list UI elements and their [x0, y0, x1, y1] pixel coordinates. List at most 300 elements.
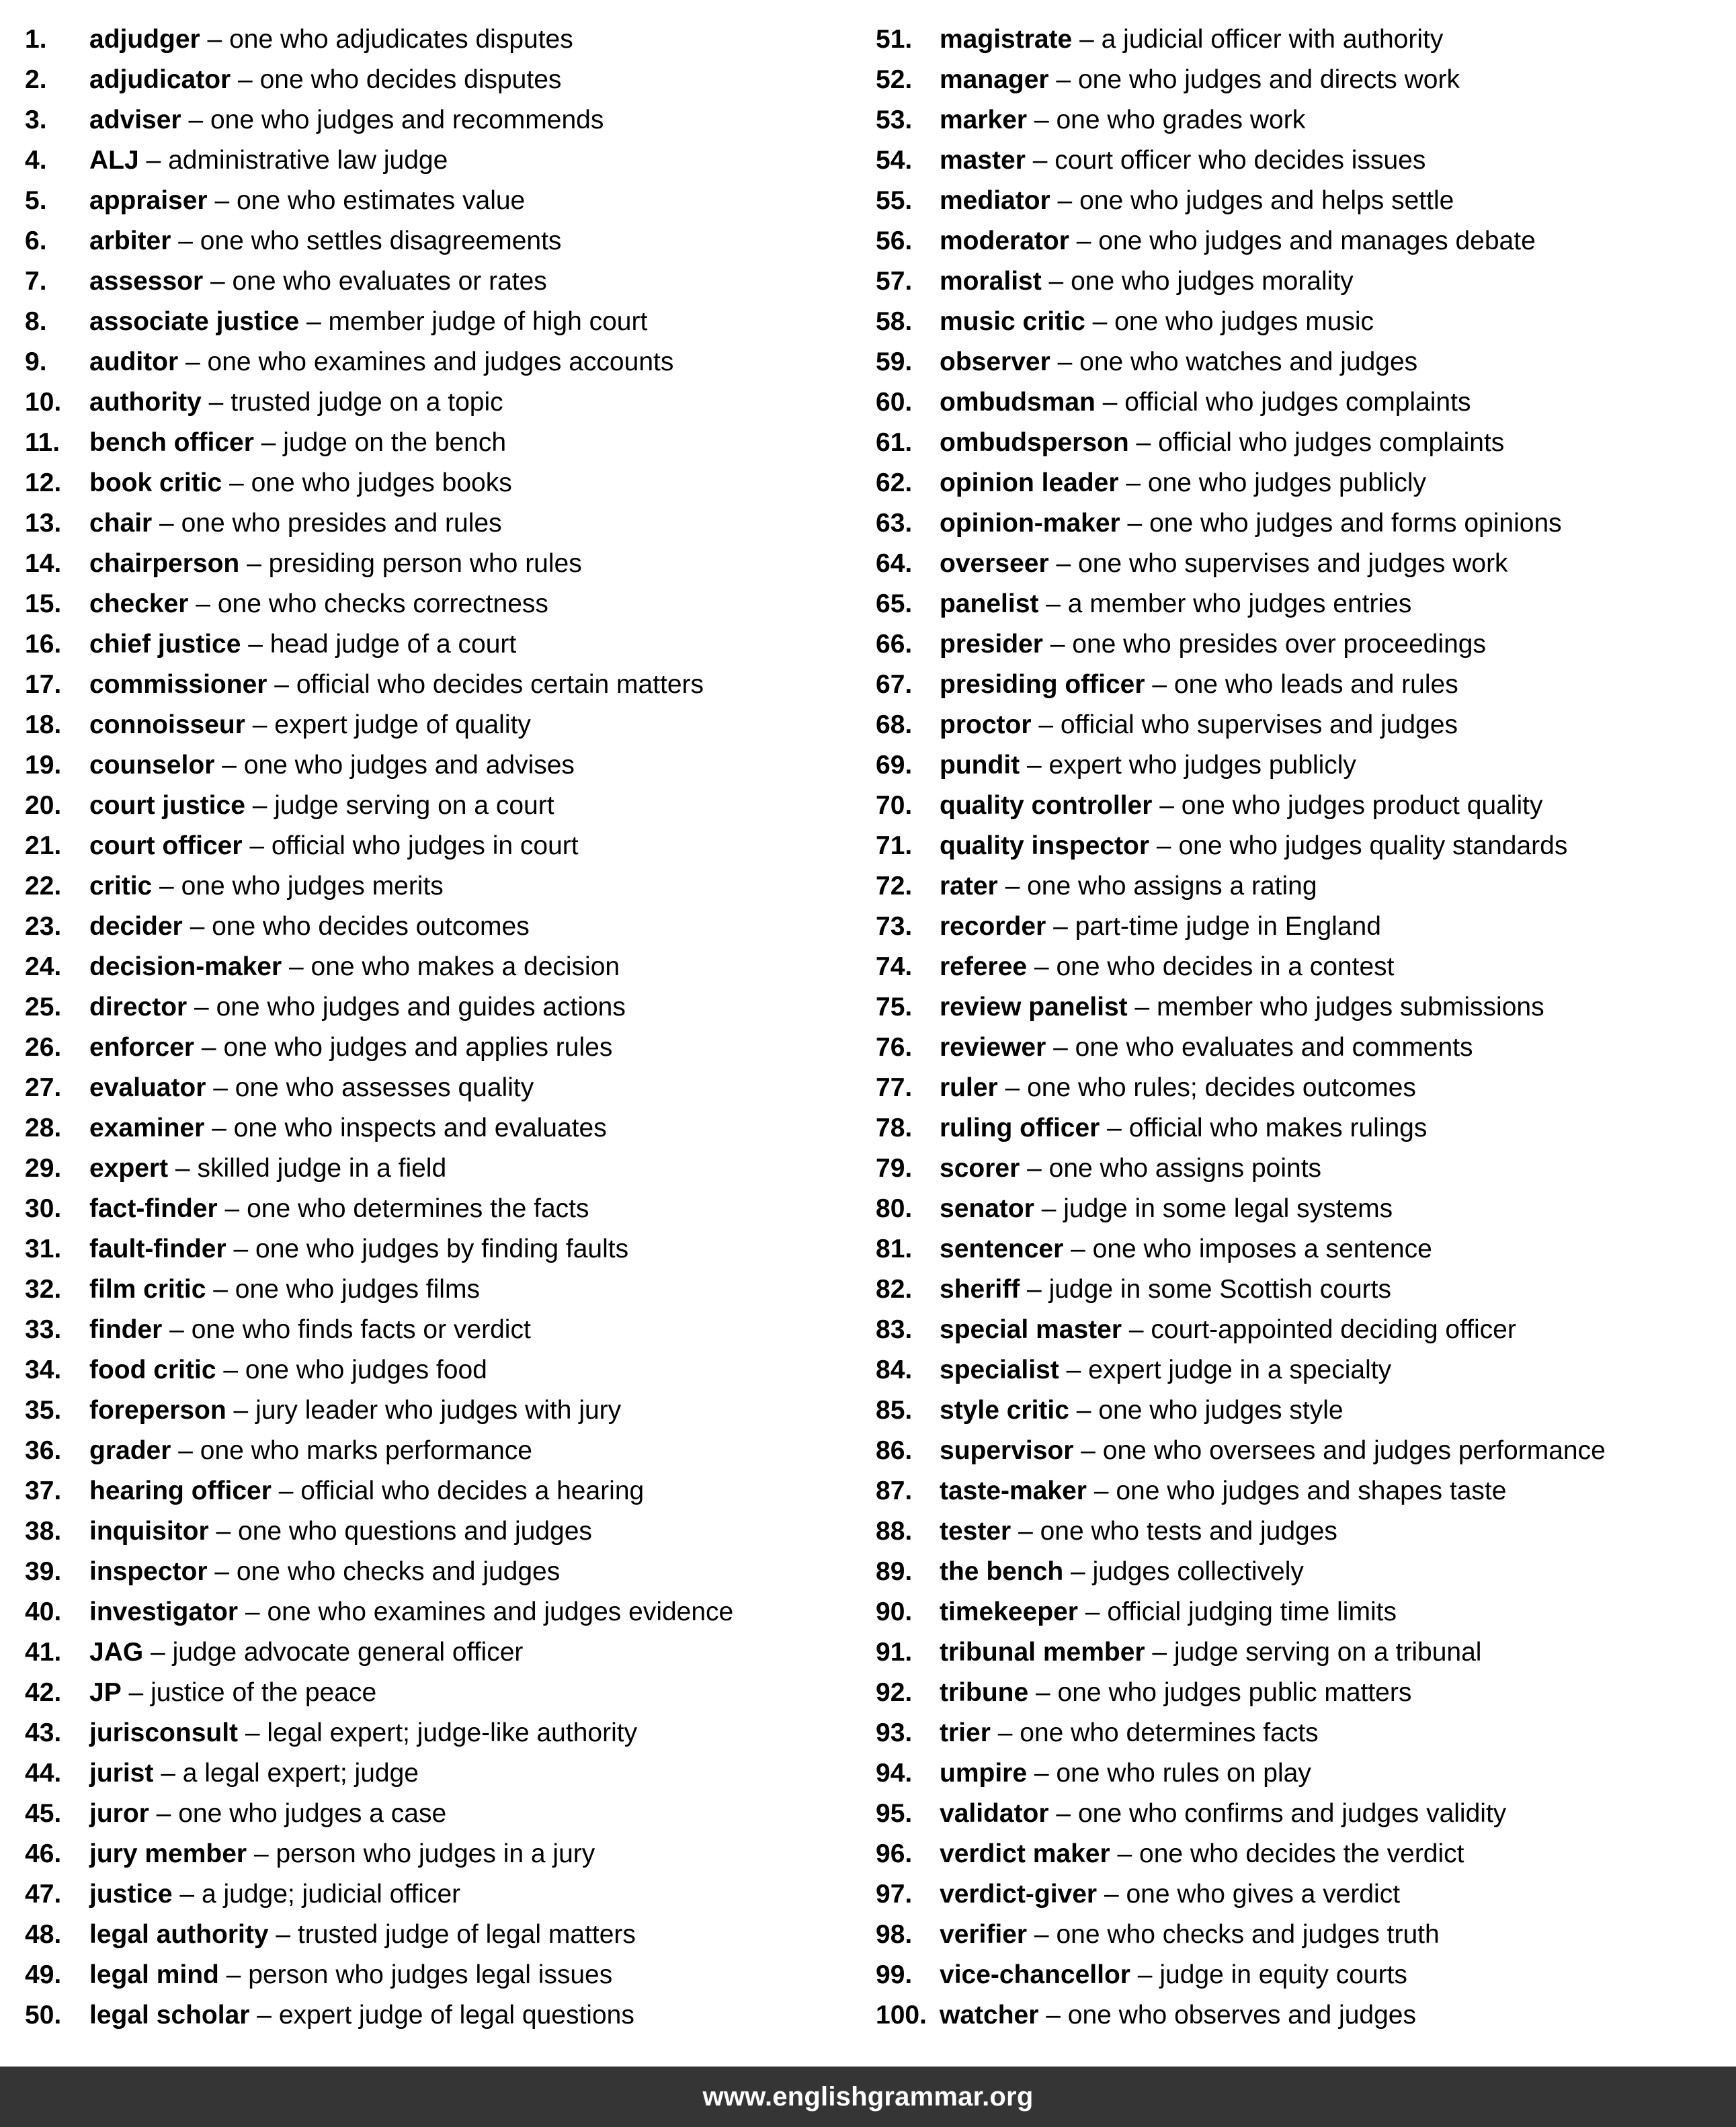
list-item-separator: –: [1042, 630, 1073, 659]
list-item-number: 2.: [25, 65, 47, 94]
list-item-definition: one who decides outcomes: [212, 912, 530, 941]
word-list-column-right: [876, 19, 1727, 2036]
list-item-entry: [89, 665, 704, 705]
list-item-entry: [940, 1834, 1464, 1874]
list-item-number: 89.: [876, 1557, 913, 1586]
list-item-term: verdict-giver: [940, 1880, 1098, 1909]
list-item: [876, 100, 1727, 140]
list-item-number: 66.: [876, 630, 913, 659]
list-item-term: legal scholar: [89, 2001, 250, 2030]
list-item-term: proctor: [940, 710, 1032, 739]
list-item-definition: one who checks and judges: [236, 1557, 561, 1586]
list-item-term: quality controller: [940, 791, 1153, 820]
list-item-entry: [940, 100, 1305, 140]
list-item-entry: [89, 1310, 531, 1350]
list-item-number: 92.: [876, 1678, 913, 1707]
list-item-number: 95.: [876, 1799, 913, 1828]
list-item-entry: [89, 1068, 534, 1108]
list-item-separator: –: [1063, 1235, 1093, 1263]
list-item-definition: judge in some legal systems: [1063, 1194, 1393, 1223]
list-item-number: 36.: [25, 1436, 62, 1465]
list-item-entry: [89, 140, 448, 181]
list-item: [25, 1511, 876, 1552]
list-item: [876, 221, 1727, 261]
list-item-entry: [89, 221, 561, 261]
list-item-separator: –: [1110, 1839, 1140, 1868]
list-item-number: 14.: [25, 549, 62, 578]
list-item-entry: [89, 947, 620, 987]
list-item-term: adviser: [89, 106, 181, 134]
list-item-definition: one who supervises and judges work: [1078, 549, 1508, 578]
list-item: [25, 1713, 876, 1753]
list-item-separator: –: [1034, 1194, 1064, 1223]
list-item-entry: [89, 1229, 628, 1269]
list-item-separator: –: [1130, 1960, 1160, 1989]
list-item: [876, 987, 1727, 1028]
list-item-entry: [89, 1511, 592, 1552]
list-item: [25, 1431, 876, 1471]
list-item-number: 31.: [25, 1235, 62, 1263]
list-item: [25, 423, 876, 463]
list-item: [25, 786, 876, 826]
list-item-term: supervisor: [940, 1436, 1074, 1465]
list-item-number: 60.: [876, 388, 913, 417]
list-item-number: 1.: [25, 25, 47, 54]
list-item-entry: [940, 423, 1504, 463]
list-item-definition: one who judges public matters: [1057, 1678, 1412, 1707]
list-item-definition: expert who judges publicly: [1048, 751, 1356, 780]
list-item: [876, 1794, 1727, 1834]
list-item-separator: –: [268, 1920, 298, 1949]
list-item-entry: [940, 1431, 1606, 1471]
list-item-number: 6.: [25, 226, 47, 255]
list-item-definition: one who judges product quality: [1181, 791, 1543, 820]
list-item-separator: –: [253, 428, 284, 457]
list-item: [876, 60, 1727, 100]
list-item: [25, 947, 876, 987]
list-item-term: ruling officer: [940, 1114, 1100, 1142]
list-item-number: 69.: [876, 751, 913, 780]
list-item-entry: [940, 19, 1443, 60]
list-item-definition: one who judges and recommends: [210, 106, 604, 134]
list-item-definition: one who judges and manages debate: [1098, 226, 1536, 255]
list-item-separator: –: [1145, 1638, 1174, 1667]
list-item-term: presiding officer: [940, 670, 1145, 699]
list-item-separator: –: [214, 751, 244, 780]
list-item-definition: one who examines and judges accounts: [207, 347, 674, 376]
list-item-number: 74.: [876, 952, 913, 981]
list-item-entry: [940, 261, 1354, 302]
list-item-definition: one who assesses quality: [235, 1073, 534, 1102]
list-item: [25, 1592, 876, 1632]
list-item-separator: –: [1127, 993, 1157, 1021]
list-item: [25, 221, 876, 261]
list-item-entry: [89, 1471, 644, 1511]
list-item-definition: one who judges style: [1098, 1396, 1344, 1425]
list-item-separator: –: [1031, 710, 1061, 739]
list-item-separator: –: [1149, 831, 1179, 860]
list-item-entry: [89, 181, 525, 221]
list-item-term: adjudicator: [89, 65, 231, 94]
list-item-definition: one who observes and judges: [1067, 2001, 1416, 2030]
list-item-entry: [940, 826, 1567, 866]
list-item-separator: –: [1152, 791, 1182, 820]
list-item-entry: [940, 786, 1542, 826]
list-item-definition: one who finds facts or verdict: [191, 1315, 531, 1344]
list-item-separator: –: [203, 267, 233, 296]
list-item-entry: [89, 1834, 595, 1874]
list-item-entry: [940, 665, 1458, 705]
list-item-separator: –: [181, 106, 210, 134]
list-item: [876, 745, 1727, 786]
list-item-entry: [940, 463, 1426, 503]
list-item-entry: [89, 705, 531, 745]
list-item: [25, 1028, 876, 1068]
list-item: [876, 423, 1727, 463]
list-item-definition: one who confirms and judges validity: [1077, 1799, 1507, 1828]
list-item-separator: –: [1069, 1396, 1099, 1425]
list-item-term: rater: [940, 872, 998, 901]
list-item-separator: –: [143, 1638, 173, 1667]
list-item-entry: [940, 1995, 1416, 2036]
list-item-term: ombudsman: [940, 388, 1096, 417]
list-item-term: pundit: [940, 751, 1020, 780]
list-item-term: film critic: [89, 1275, 206, 1304]
list-item-separator: –: [226, 1235, 256, 1263]
list-item-definition: official who decides certain matters: [296, 670, 704, 699]
list-item-entry: [89, 584, 548, 624]
list-item-definition: one who evaluates and comments: [1075, 1033, 1473, 1062]
list-item-separator: –: [1048, 1799, 1078, 1828]
list-item-term: tribunal member: [940, 1638, 1145, 1667]
list-item-separator: –: [222, 468, 251, 497]
list-item: [25, 1995, 876, 2036]
list-item-definition: one who rules; decides outcomes: [1027, 1073, 1416, 1102]
list-item-term: chair: [89, 509, 153, 538]
list-item-separator: –: [200, 25, 230, 54]
list-item-entry: [940, 1229, 1432, 1269]
list-item-entry: [940, 1592, 1397, 1632]
list-item: [876, 1511, 1727, 1552]
list-item-number: 29.: [25, 1154, 62, 1183]
list-item-term: validator: [940, 1799, 1049, 1828]
list-item-number: 47.: [25, 1880, 62, 1909]
list-item-separator: –: [152, 509, 181, 538]
list-item-definition: a judicial officer with authority: [1101, 25, 1444, 54]
list-item-term: sentencer: [940, 1235, 1064, 1263]
list-item-number: 32.: [25, 1275, 62, 1304]
list-item-separator: –: [997, 1073, 1028, 1102]
list-item-term: taste-maker: [940, 1476, 1087, 1505]
list-item-entry: [940, 1753, 1311, 1794]
list-item-term: panelist: [940, 589, 1039, 618]
list-item-number: 5.: [25, 186, 47, 215]
list-item-separator: –: [204, 1114, 234, 1142]
list-item: [876, 544, 1727, 584]
list-item-separator: –: [1072, 25, 1102, 54]
list-item: [876, 624, 1727, 665]
list-item: [25, 1673, 876, 1713]
list-item-entry: [940, 1552, 1304, 1592]
list-item-term: verifier: [940, 1920, 1028, 1949]
list-item-definition: one who judges morality: [1071, 267, 1354, 296]
list-item-separator: –: [1041, 267, 1071, 296]
list-item-number: 91.: [876, 1638, 913, 1667]
list-item-separator: –: [1097, 1880, 1126, 1909]
list-item-term: examiner: [89, 1114, 205, 1142]
list-item: [25, 19, 876, 60]
list-item-term: timekeeper: [940, 1597, 1078, 1626]
list-item-separator: –: [1046, 1033, 1075, 1062]
list-item-separator: –: [1020, 1154, 1049, 1183]
list-item-separator: –: [207, 186, 237, 215]
list-item-number: 86.: [876, 1436, 913, 1465]
list-item: [876, 705, 1727, 745]
list-item-number: 96.: [876, 1839, 913, 1868]
list-item-entry: [89, 987, 626, 1028]
list-item-definition: person who judges legal issues: [248, 1960, 613, 1989]
list-item-term: vice-chancellor: [940, 1960, 1130, 1989]
list-item-entry: [89, 463, 512, 503]
list-item: [25, 60, 876, 100]
list-item-separator: –: [1095, 388, 1125, 417]
list-item: [25, 181, 876, 221]
list-item-entry: [89, 342, 673, 382]
list-item: [25, 1632, 876, 1673]
list-item-separator: –: [1020, 751, 1049, 780]
list-item-term: expert: [89, 1154, 169, 1183]
list-item-definition: one who judges merits: [181, 872, 444, 901]
list-item-term: ruler: [940, 1073, 998, 1102]
list-item: [25, 544, 876, 584]
list-item-separator: –: [121, 1678, 151, 1707]
list-item-separator: –: [171, 1436, 200, 1465]
list-item-number: 77.: [876, 1073, 913, 1102]
list-item-definition: judge advocate general officer: [172, 1638, 524, 1667]
list-item-definition: one who judges films: [235, 1275, 480, 1304]
list-item-term: opinion leader: [940, 468, 1119, 497]
list-item-definition: one who inspects and evaluates: [233, 1114, 607, 1142]
list-item-term: fault-finder: [89, 1235, 226, 1263]
list-item-entry: [89, 1108, 607, 1149]
list-item: [876, 1834, 1727, 1874]
list-item-entry: [89, 1149, 446, 1189]
list-item-definition: a member who judges entries: [1067, 589, 1412, 618]
list-item: [25, 1108, 876, 1149]
list-item-term: referee: [940, 952, 1028, 981]
list-item-number: 65.: [876, 589, 913, 618]
list-item-entry: [940, 705, 1458, 745]
list-item-entry: [89, 1874, 460, 1915]
list-item-term: decider: [89, 912, 183, 941]
list-item-definition: one who judges and shapes taste: [1116, 1476, 1507, 1505]
list-item-entry: [940, 544, 1508, 584]
list-item-separator: –: [162, 1315, 192, 1344]
list-item-entry: [89, 786, 554, 826]
list-item-entry: [940, 1673, 1411, 1713]
list-item-entry: [940, 1189, 1393, 1229]
list-item-definition: one who judges and helps settle: [1079, 186, 1454, 215]
list-item-number: 28.: [25, 1114, 62, 1142]
list-item-entry: [89, 261, 547, 302]
list-item-entry: [940, 1471, 1506, 1511]
list-item-separator: –: [282, 952, 311, 981]
list-item: [25, 1915, 876, 1955]
list-item-number: 53.: [876, 106, 913, 134]
list-item: [876, 1552, 1727, 1592]
list-item-separator: –: [226, 1396, 256, 1425]
list-item-term: grader: [89, 1436, 171, 1465]
footer-website-link[interactable]: www.englishgrammar.org: [702, 2081, 1034, 2112]
list-item: [25, 1149, 876, 1189]
list-item-number: 18.: [25, 710, 62, 739]
list-item-term: adjudger: [89, 25, 200, 54]
list-item-entry: [89, 1431, 532, 1471]
list-item-term: juror: [89, 1799, 149, 1828]
list-item-entry: [89, 1350, 487, 1390]
list-item-number: 20.: [25, 791, 62, 820]
list-item-entry: [940, 907, 1381, 947]
list-item-entry: [940, 1390, 1344, 1431]
list-item-term: enforcer: [89, 1033, 195, 1062]
list-item-term: verdict maker: [940, 1839, 1110, 1868]
list-item-number: 75.: [876, 993, 913, 1021]
list-item: [876, 19, 1727, 60]
list-item-term: quality inspector: [940, 831, 1150, 860]
list-item-term: reviewer: [940, 1033, 1046, 1062]
list-item: [25, 342, 876, 382]
list-item-term: associate justice: [89, 307, 300, 336]
list-item: [876, 826, 1727, 866]
list-item-definition: one who marks performance: [200, 1436, 532, 1465]
list-item-separator: –: [1086, 1476, 1116, 1505]
list-item-entry: [89, 1713, 637, 1753]
list-item-definition: one who gives a verdict: [1126, 1880, 1401, 1909]
list-item-definition: official who decides a hearing: [300, 1476, 645, 1505]
list-item-definition: a judge; judicial officer: [201, 1880, 461, 1909]
list-item: [876, 1149, 1727, 1189]
list-item-entry: [89, 1995, 634, 2036]
list-item-number: 22.: [25, 872, 62, 901]
list-item-term: sheriff: [940, 1275, 1020, 1304]
list-item-separator: –: [1020, 1275, 1049, 1304]
list-item-definition: one who judges books: [251, 468, 512, 497]
list-item-entry: [89, 866, 444, 907]
list-item: [876, 1713, 1727, 1753]
list-item-number: 79.: [876, 1154, 913, 1183]
list-item: [25, 1310, 876, 1350]
list-item-term: trier: [940, 1718, 991, 1747]
list-item: [25, 826, 876, 866]
list-item-number: 15.: [25, 589, 62, 618]
list-item-number: 12.: [25, 468, 62, 497]
list-item-number: 85.: [876, 1396, 913, 1425]
list-item: [876, 907, 1727, 947]
list-item-separator: –: [1120, 509, 1150, 538]
list-item-entry: [940, 503, 1562, 544]
list-item-definition: one who questions and judges: [238, 1517, 592, 1546]
list-item-definition: one who settles disagreements: [200, 226, 562, 255]
list-item-term: jurisconsult: [89, 1718, 239, 1747]
list-item: [876, 382, 1727, 423]
list-item: [25, 1471, 876, 1511]
list-item-term: mediator: [940, 186, 1050, 215]
list-item-separator: –: [245, 791, 275, 820]
list-item-term: style critic: [940, 1396, 1069, 1425]
list-item-separator: –: [1025, 146, 1055, 175]
list-item-entry: [940, 1310, 1516, 1350]
list-item-number: 46.: [25, 1839, 62, 1868]
list-item: [876, 1471, 1727, 1511]
list-item: [876, 1995, 1727, 2036]
list-item-number: 21.: [25, 831, 62, 860]
list-item-number: 13.: [25, 509, 62, 538]
list-item: [25, 705, 876, 745]
list-item-term: inspector: [89, 1557, 208, 1586]
list-item-term: opinion-maker: [940, 509, 1120, 538]
list-item-separator: –: [1122, 1315, 1151, 1344]
list-item-definition: court-appointed deciding officer: [1151, 1315, 1516, 1344]
list-item-entry: [940, 1632, 1481, 1673]
list-item-definition: one who assigns a rating: [1027, 872, 1317, 901]
list-item-number: 51.: [876, 25, 913, 54]
list-item-term: appraiser: [89, 186, 208, 215]
list-item-separator: –: [997, 872, 1028, 901]
list-item-entry: [940, 866, 1317, 907]
list-item-separator: –: [1077, 1597, 1108, 1626]
list-item-separator: –: [187, 993, 216, 1021]
list-item-definition: one who rules on play: [1056, 1759, 1311, 1788]
list-item-number: 63.: [876, 509, 913, 538]
list-item-number: 73.: [876, 912, 913, 941]
list-item: [25, 261, 876, 302]
list-item-definition: one who judges and advises: [243, 751, 575, 780]
list-item: [876, 1632, 1727, 1673]
list-item-term: legal mind: [89, 1960, 219, 1989]
list-item: [876, 261, 1727, 302]
list-item-number: 70.: [876, 791, 913, 820]
list-item-definition: official who judges complaints: [1124, 388, 1471, 417]
list-item-number: 57.: [876, 267, 913, 296]
list-item-definition: judge in equity courts: [1159, 1960, 1407, 1989]
list-item-definition: person who judges in a jury: [276, 1839, 595, 1868]
list-item-entry: [940, 947, 1395, 987]
list-item-number: 25.: [25, 993, 62, 1021]
list-item: [876, 181, 1727, 221]
list-item-definition: one who assigns points: [1048, 1154, 1322, 1183]
list-item: [876, 786, 1727, 826]
list-item-entry: [89, 1269, 480, 1310]
list-item-number: 59.: [876, 347, 913, 376]
list-item-entry: [89, 302, 647, 342]
list-item-number: 67.: [876, 670, 913, 699]
list-item-term: auditor: [89, 347, 179, 376]
list-item-number: 16.: [25, 630, 62, 659]
list-item-entry: [89, 745, 575, 786]
list-item-entry: [940, 302, 1374, 342]
list-item-number: 56.: [876, 226, 913, 255]
list-item-separator: –: [241, 630, 270, 659]
list-item-entry: [940, 181, 1454, 221]
list-item-number: 11.: [25, 428, 60, 457]
list-item-entry: [940, 1794, 1506, 1834]
list-item-separator: –: [238, 1597, 267, 1626]
list-item-separator: –: [201, 388, 231, 417]
list-item-entry: [940, 1108, 1427, 1149]
list-item-definition: one who judges quality standards: [1178, 831, 1568, 860]
list-item-term: chief justice: [89, 630, 241, 659]
list-item-entry: [940, 140, 1425, 181]
